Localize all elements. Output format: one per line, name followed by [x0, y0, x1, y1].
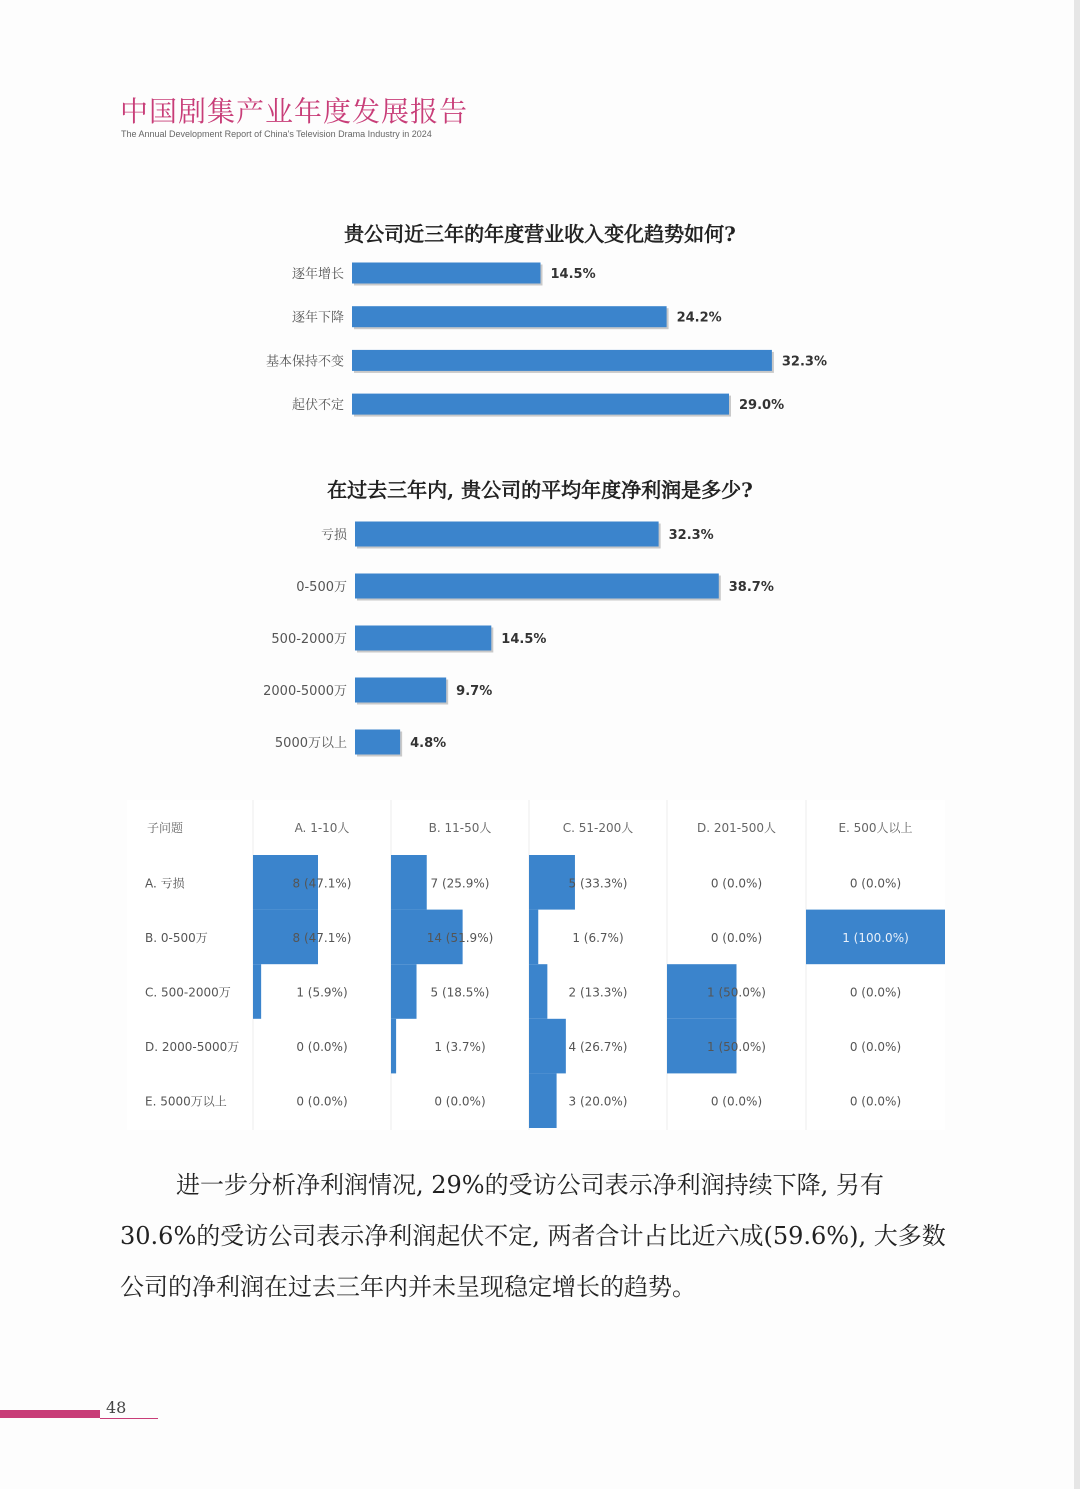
column-header: B. 11-50人 — [428, 821, 492, 835]
corner-header: 子问题 — [147, 821, 184, 835]
cell-value: 2 (13.3%) — [568, 985, 628, 1000]
report-subtitle: The Annual Development Report of China's Television Drama Industry in 2024 — [121, 129, 432, 139]
cell-value: 1 (50.0%) — [707, 985, 766, 1000]
cell-value: 0 (0.0%) — [849, 1094, 902, 1109]
category-label: 起伏不定 — [291, 398, 344, 414]
cell-bar — [529, 964, 547, 1019]
cell-value: 1 (50.0%) — [707, 1040, 766, 1055]
cell-bar — [529, 1073, 557, 1128]
cell-value: 0 (0.0%) — [849, 985, 902, 1000]
category-label: 逐年增长 — [291, 267, 344, 282]
bar — [355, 730, 400, 755]
cell-value: 4 (26.7%) — [568, 1040, 628, 1055]
cell-value: 0 (0.0%) — [849, 1040, 902, 1055]
bar — [355, 574, 719, 599]
row-header: E. 5000万以上 — [145, 1094, 227, 1109]
footer-rule — [100, 1418, 158, 1419]
report-title: 中国剧集产业年度发展报告 — [120, 95, 469, 128]
cell-value: 5 (18.5%) — [430, 985, 490, 1000]
cell-value: 1 (6.7%) — [572, 930, 624, 945]
cell-value: 0 (0.0%) — [710, 1094, 763, 1109]
bar — [355, 522, 659, 547]
chart1-title: 贵公司近三年的年度营业收入变化趋势如何? — [344, 222, 736, 246]
cell-value: 0 (0.0%) — [296, 1040, 348, 1055]
row-header: D. 2000-5000万 — [145, 1040, 240, 1055]
value-label: 38.7% — [728, 580, 774, 595]
footer-accent-bar — [0, 1410, 100, 1418]
cell-value: 0 (0.0%) — [849, 876, 902, 891]
bar — [352, 394, 729, 415]
cell-value: 5 (33.3%) — [568, 876, 628, 891]
cell-bar — [391, 964, 417, 1019]
value-label: 29.0% — [739, 398, 785, 414]
cell-value: 8 (47.1%) — [292, 876, 352, 891]
bar — [352, 263, 541, 284]
column-header: C. 51-200人 — [562, 821, 634, 835]
cell-bar — [529, 1019, 566, 1074]
category-label: 2000-5000万 — [263, 684, 347, 699]
category-label: 500-2000万 — [271, 632, 347, 647]
category-label: 5000万以上 — [274, 736, 347, 751]
column-header: D. 201-500人 — [696, 821, 777, 835]
value-label: 14.5% — [550, 267, 596, 282]
value-label: 32.3% — [668, 528, 714, 543]
cell-value: 3 (20.0%) — [568, 1094, 628, 1109]
page-number: 48 — [106, 1398, 127, 1417]
cell-bar — [391, 855, 427, 910]
value-label: 4.8% — [410, 736, 447, 751]
value-label: 9.7% — [456, 684, 493, 699]
category-label: 基本保持不变 — [265, 354, 344, 370]
net-profit-chart — [250, 508, 840, 770]
body-paragraph: 进一步分析净利润情况, 29%的受访公司表示净利润持续下降, 另有30.6%的受访公司表示净利润起伏不定, 两者合计占比近六成(59.6%), 大多数公司的净利润在过去三年内并未呈现稳定增长的趋势。 — [120, 1171, 946, 1301]
row-header: C. 500-2000万 — [145, 985, 231, 1000]
cell-value: 0 (0.0%) — [710, 930, 763, 945]
row-header: B. 0-500万 — [145, 930, 208, 945]
chart2-title: 在过去三年内, 贵公司的平均年度净利润是多少? — [327, 478, 753, 502]
value-label: 24.2% — [676, 310, 722, 326]
column-header: E. 500人以上 — [838, 821, 913, 835]
category-label: 0-500万 — [296, 580, 347, 595]
cell-bar — [253, 964, 261, 1019]
bar — [352, 306, 667, 327]
cell-value: 1 (5.9%) — [296, 985, 348, 1000]
bar — [355, 626, 491, 651]
cell-value: 14 (51.9%) — [426, 930, 494, 945]
cell-bar — [529, 910, 538, 965]
row-header: A. 亏损 — [145, 876, 185, 891]
category-label: 亏损 — [320, 528, 347, 543]
value-label: 14.5% — [501, 632, 547, 647]
cell-value: 1 (100.0%) — [842, 930, 909, 945]
cell-value: 1 (3.7%) — [434, 1040, 486, 1055]
cell-value: 7 (25.9%) — [430, 876, 490, 891]
crosstab-table — [127, 800, 945, 1130]
bar — [355, 678, 446, 703]
cell-value: 0 (0.0%) — [434, 1094, 486, 1109]
cell-value: 0 (0.0%) — [296, 1094, 348, 1109]
category-label: 逐年下降 — [291, 310, 344, 326]
value-label: 32.3% — [781, 354, 828, 370]
revenue-trend-chart — [250, 250, 840, 430]
cell-value: 0 (0.0%) — [710, 876, 763, 891]
bar — [352, 350, 772, 371]
column-header: A. 1-10人 — [294, 821, 350, 835]
cell-bar — [391, 1019, 396, 1074]
body-text — [120, 1160, 960, 1313]
cell-value: 8 (47.1%) — [292, 930, 352, 945]
